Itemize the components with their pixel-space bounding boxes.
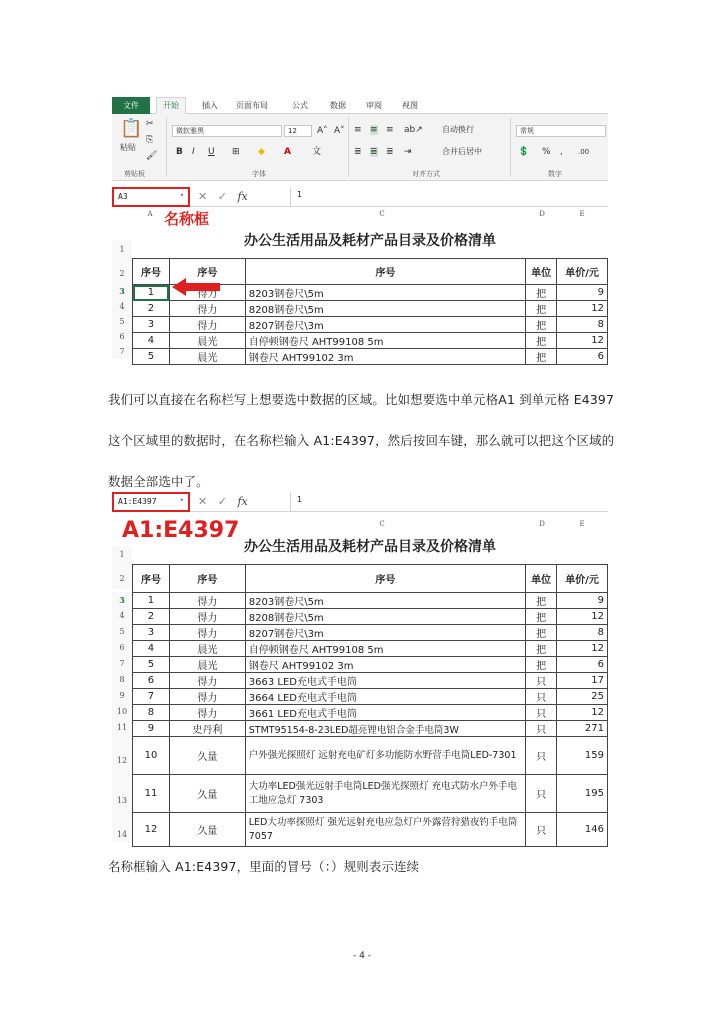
header-cell[interactable]: 单价/元 [557,259,608,285]
table-cell[interactable]: 12 [557,641,608,657]
row-header[interactable]: 2 [112,260,132,284]
name-box-value[interactable]: A3 [118,192,128,201]
row-header[interactable]: 10 [112,704,132,720]
table-cell[interactable]: 12 [557,301,608,317]
table-cell[interactable]: 8207钢卷尺\3m [245,317,525,333]
table-cell[interactable]: 把 [526,317,557,333]
table-header-row [133,565,608,593]
header-cell[interactable]: 序号 [245,259,525,285]
table-cell[interactable]: 25 [557,689,608,705]
percent-button[interactable]: % [542,147,551,157]
page-number: - 4 - [353,951,371,961]
table-cell[interactable]: 8 [557,317,608,333]
table-cell[interactable]: 晨光 [169,333,245,349]
name-box[interactable] [112,492,190,512]
formula-input[interactable]: 1 [290,492,608,512]
table-cell[interactable]: 3 [133,317,170,333]
chevron-down-icon[interactable]: ▾ [179,496,184,504]
body-paragraph: 我们可以直接在名称栏写上想要选中数据的区域。比如想要选中单元格A1 到单元格 E4397 这个区域里的数据时，在名称栏输入 A1:E4397，然后按回车键，那么就可以把这个区域的数据全部选中了。 [108,392,615,489]
comma-icon[interactable]: , [560,147,563,157]
indent-icon[interactable]: ⇥ [404,147,412,157]
table-cell[interactable]: 1 [133,593,170,609]
tab-insert[interactable]: 插入 [202,101,218,110]
table-row [133,333,608,349]
row-header[interactable]: 11 [112,720,132,736]
tab-page-layout[interactable]: 页面布局 [236,101,268,110]
table-cell[interactable]: 6 [557,349,608,365]
table-cell[interactable]: 8208钢卷尺\5m [245,301,525,317]
table-cell[interactable]: 8203钢卷尺\5m [245,285,525,301]
table-cell[interactable]: 3664 LED充电式手电筒 [245,689,525,705]
formula-bar [112,187,608,207]
fill-color-icon[interactable]: ◆ [258,147,265,157]
row-header[interactable]: 12 [112,736,132,774]
table-row [133,349,608,365]
sheet-figure-1 [112,210,612,362]
table-cell[interactable]: 9 [557,285,608,301]
header-cell[interactable]: 序号 [169,565,245,593]
table-cell[interactable]: 久量 [169,813,245,847]
table-cell[interactable]: 晨光 [169,349,245,365]
increase-decimal-icon[interactable]: .00 [578,148,590,156]
table-cell[interactable]: 晨光 [169,641,245,657]
table-cell[interactable]: 史丹利 [169,721,245,737]
table-row [133,775,608,813]
table-cell[interactable]: 得力 [169,705,245,721]
row-header[interactable]: 14 [112,812,132,842]
table-cell[interactable]: 钢卷尺 AHT99102 3m [245,657,525,673]
column-header[interactable]: C [379,520,385,528]
table-cell[interactable]: 大功率LED强光远射手电筒LED强光探照灯 充电式防水户外手电工地应急灯 7303 [245,775,525,813]
header-cell[interactable]: 单价/元 [557,565,608,593]
name-box-annotation: 名称框 [164,210,210,228]
table-cell[interactable]: 久量 [169,775,245,813]
cut-icon[interactable]: ✂ [146,119,154,129]
font-color-icon[interactable]: A [284,147,291,157]
header-cell[interactable]: 单位 [526,259,557,285]
align-top-icon[interactable]: ≡ [354,125,362,135]
row-header[interactable]: 6 [112,640,132,656]
column-header[interactable]: D [539,210,545,218]
header-cell[interactable]: 序号 [245,565,525,593]
table-cell[interactable]: 只 [526,737,557,775]
excel-ribbon [112,97,608,181]
table-cell[interactable]: 只 [526,775,557,813]
table-cell[interactable]: 159 [557,737,608,775]
table-cell[interactable]: 把 [526,657,557,673]
table-cell[interactable]: 6 [557,657,608,673]
table-cell[interactable]: 把 [526,641,557,657]
table-cell[interactable]: 户外强光探照灯 远射充电矿灯多功能防水野营手电筒LED-7301 [245,737,525,775]
number-format-select[interactable]: 常规 [516,125,606,137]
row-header[interactable]: 6 [112,329,132,344]
wrap-text-button[interactable]: 自动换行 [442,125,474,134]
align-right-icon[interactable]: ≣ [386,147,394,157]
group-alignment-label: 对齐方式 [412,170,440,178]
table-cell[interactable]: 8207钢卷尺\3m [245,625,525,641]
table-cell[interactable]: 2 [133,301,170,317]
table-cell[interactable]: 得力 [169,301,245,317]
tab-review[interactable]: 审阅 [366,101,382,110]
italic-icon[interactable]: I [192,147,195,157]
align-bottom-icon[interactable]: ≡ [386,125,394,135]
header-cell[interactable]: 序号 [133,259,170,285]
table-cell[interactable]: 5 [133,349,170,365]
table-row [133,689,608,705]
table-cell[interactable]: 7 [133,689,170,705]
fx-icon[interactable]: fx [237,495,248,508]
table-row [133,609,608,625]
header-cell[interactable]: 序号 [169,259,245,285]
divider [348,117,349,177]
table-cell[interactable]: 得力 [169,673,245,689]
table-row [133,721,608,737]
table-cell[interactable]: 10 [133,737,170,775]
column-header[interactable]: E [579,520,585,528]
formula-input[interactable]: 1 [290,187,608,207]
sheet-title: 办公生活用品及耗材产品目录及价格清单 [244,539,496,555]
table-cell[interactable]: 6 [133,673,170,689]
paste-label[interactable]: 粘贴 [120,143,136,152]
divider [166,117,167,177]
table-cell[interactable]: 只 [526,673,557,689]
table-cell[interactable]: 把 [526,593,557,609]
table-row [133,625,608,641]
table-cell[interactable]: 12 [557,609,608,625]
row-header[interactable]: 5 [112,314,132,329]
row-header[interactable]: 4 [112,608,132,624]
table-cell[interactable]: 把 [526,285,557,301]
row-header[interactable]: 1 [112,240,132,260]
table-cell[interactable]: 只 [526,689,557,705]
align-left-icon[interactable]: ≣ [354,147,362,157]
row-header[interactable]: 2 [112,564,132,589]
table-row [133,641,608,657]
name-box[interactable] [112,187,190,207]
table-cell[interactable]: 把 [526,333,557,349]
divider [510,117,511,177]
tab-view[interactable]: 视图 [402,101,418,110]
chevron-down-icon[interactable]: ▾ [179,191,184,199]
table-cell[interactable]: 9 [133,721,170,737]
row-header[interactable]: 9 [112,688,132,704]
table-row [133,813,608,847]
tab-home[interactable]: 开始 [156,97,186,114]
name-box-value[interactable]: A1:E4397 [118,497,157,506]
table-cell[interactable]: 3 [133,625,170,641]
formula-bar [112,492,608,512]
row-header[interactable]: 13 [112,774,132,812]
ribbon-tabs [112,97,608,114]
data-table [132,564,608,847]
column-header[interactable]: D [539,520,545,528]
font-name-select[interactable]: 微软雅黑 [172,125,282,137]
table-cell[interactable]: 8203钢卷尺\5m [245,593,525,609]
table-row [133,705,608,721]
table-cell[interactable]: 晨光 [169,657,245,673]
currency-icon[interactable]: 💲 [518,147,530,157]
header-cell[interactable]: 单位 [526,565,557,593]
align-center-icon[interactable]: ≣ [370,147,378,157]
table-cell[interactable]: 只 [526,813,557,847]
table-cell[interactable]: 得力 [169,625,245,641]
table-cell[interactable]: 8208钢卷尺\5m [245,609,525,625]
table-cell[interactable]: 把 [526,625,557,641]
table-cell[interactable]: 只 [526,721,557,737]
table-cell[interactable]: 8 [133,705,170,721]
enter-icon[interactable]: ✓ [217,495,227,508]
formula-icons [198,190,248,203]
table-row [133,673,608,689]
table-cell[interactable]: 4 [133,333,170,349]
row-header[interactable]: 7 [112,656,132,672]
table-row [133,657,608,673]
enter-icon[interactable]: ✓ [217,190,227,203]
row-header[interactable]: 1 [112,546,132,564]
row-header[interactable]: 4 [112,299,132,314]
table-cell[interactable]: 271 [557,721,608,737]
column-header[interactable]: C [379,210,385,218]
range-annotation: A1:E4397 [122,518,240,543]
orientation-icon[interactable]: ab↗ [404,125,423,135]
row-header[interactable]: 7 [112,344,132,359]
table-cell[interactable]: 自停顿钢卷尺 AHT99108 5m [245,333,525,349]
increase-font-icon[interactable]: A˄ [317,126,328,136]
arrow-icon [170,276,222,298]
merge-center-button[interactable]: 合并后居中 [442,147,482,156]
table-cell[interactable]: 得力 [169,285,245,301]
tab-formulas[interactable]: 公式 [292,101,308,110]
table-cell[interactable]: 3661 LED充电式手电筒 [245,705,525,721]
table-cell[interactable]: 把 [526,609,557,625]
table-cell[interactable]: 把 [526,301,557,317]
table-row [133,301,608,317]
table-cell[interactable]: 得力 [169,689,245,705]
table-cell[interactable]: 8 [557,625,608,641]
tab-file[interactable]: 文件 [112,97,150,114]
column-header[interactable]: E [579,210,585,218]
paste-icon[interactable]: 📋 [120,118,143,139]
row-header[interactable]: 8 [112,672,132,688]
border-icon[interactable]: ⊞ [232,147,240,157]
data-table [132,258,608,365]
font-size-select[interactable]: 12 [284,125,312,137]
table-cell[interactable]: 把 [526,349,557,365]
cancel-icon[interactable]: ✕ [198,495,208,508]
sheet-figure-2 [112,516,612,842]
column-header[interactable]: A [147,210,153,218]
table-cell[interactable]: STMT95154-8-23LED超亮锂电铝合金手电筒3W [245,721,525,737]
align-middle-icon[interactable]: ≡ [370,125,378,135]
phonetic-icon[interactable]: 文 [312,147,322,157]
format-painter-icon[interactable]: 🖌 [146,151,158,161]
row-header[interactable]: 3 [112,284,132,299]
fx-icon[interactable]: fx [237,190,248,203]
row-header[interactable]: 3 [112,592,132,608]
table-cell[interactable]: 12 [133,813,170,847]
table-cell[interactable]: 17 [557,673,608,689]
table-cell[interactable]: 自停顿钢卷尺 AHT99108 5m [245,641,525,657]
tab-data[interactable]: 数据 [330,101,346,110]
selected-cell[interactable]: 1 [133,285,170,301]
sheet-title: 办公生活用品及耗材产品目录及价格清单 [244,233,496,249]
table-cell[interactable]: 只 [526,705,557,721]
table-row [133,317,608,333]
group-clipboard-label: 剪贴板 [124,170,145,178]
group-number-label: 数字 [548,170,562,178]
copy-icon[interactable]: ⎘ [146,135,154,145]
table-cell[interactable]: 久量 [169,737,245,775]
row-header[interactable]: 5 [112,624,132,640]
table-cell[interactable]: 钢卷尺 AHT99102 3m [245,349,525,365]
table-cell[interactable]: 4 [133,641,170,657]
table-cell[interactable]: 3663 LED充电式手电筒 [245,673,525,689]
table-row [133,737,608,775]
table-cell[interactable]: 12 [557,333,608,349]
table-cell[interactable]: 2 [133,609,170,625]
group-font-label: 字体 [252,170,266,178]
table-cell[interactable]: 得力 [169,593,245,609]
table-cell[interactable]: 12 [557,705,608,721]
table-cell[interactable]: 9 [557,593,608,609]
table-cell[interactable]: 得力 [169,609,245,625]
table-cell[interactable]: 195 [557,775,608,813]
table-cell[interactable]: 11 [133,775,170,813]
bold-icon[interactable]: B [176,147,183,157]
table-row [133,593,608,609]
header-cell[interactable]: 序号 [133,565,170,593]
underline-icon[interactable]: U [208,147,215,157]
formula-icons [198,495,248,508]
table-cell[interactable]: 得力 [169,317,245,333]
cancel-icon[interactable]: ✕ [198,190,208,203]
decrease-font-icon[interactable]: A˅ [334,126,345,136]
figure-caption: 名称框输入 A1:E4397，里面的冒号（：）规则表示连续 [108,859,420,874]
table-cell[interactable]: LED大功率探照灯 强光远射充电应急灯户外露营狩猎夜钓手电筒 7057 [245,813,525,847]
table-cell[interactable]: 146 [557,813,608,847]
table-cell[interactable]: 5 [133,657,170,673]
